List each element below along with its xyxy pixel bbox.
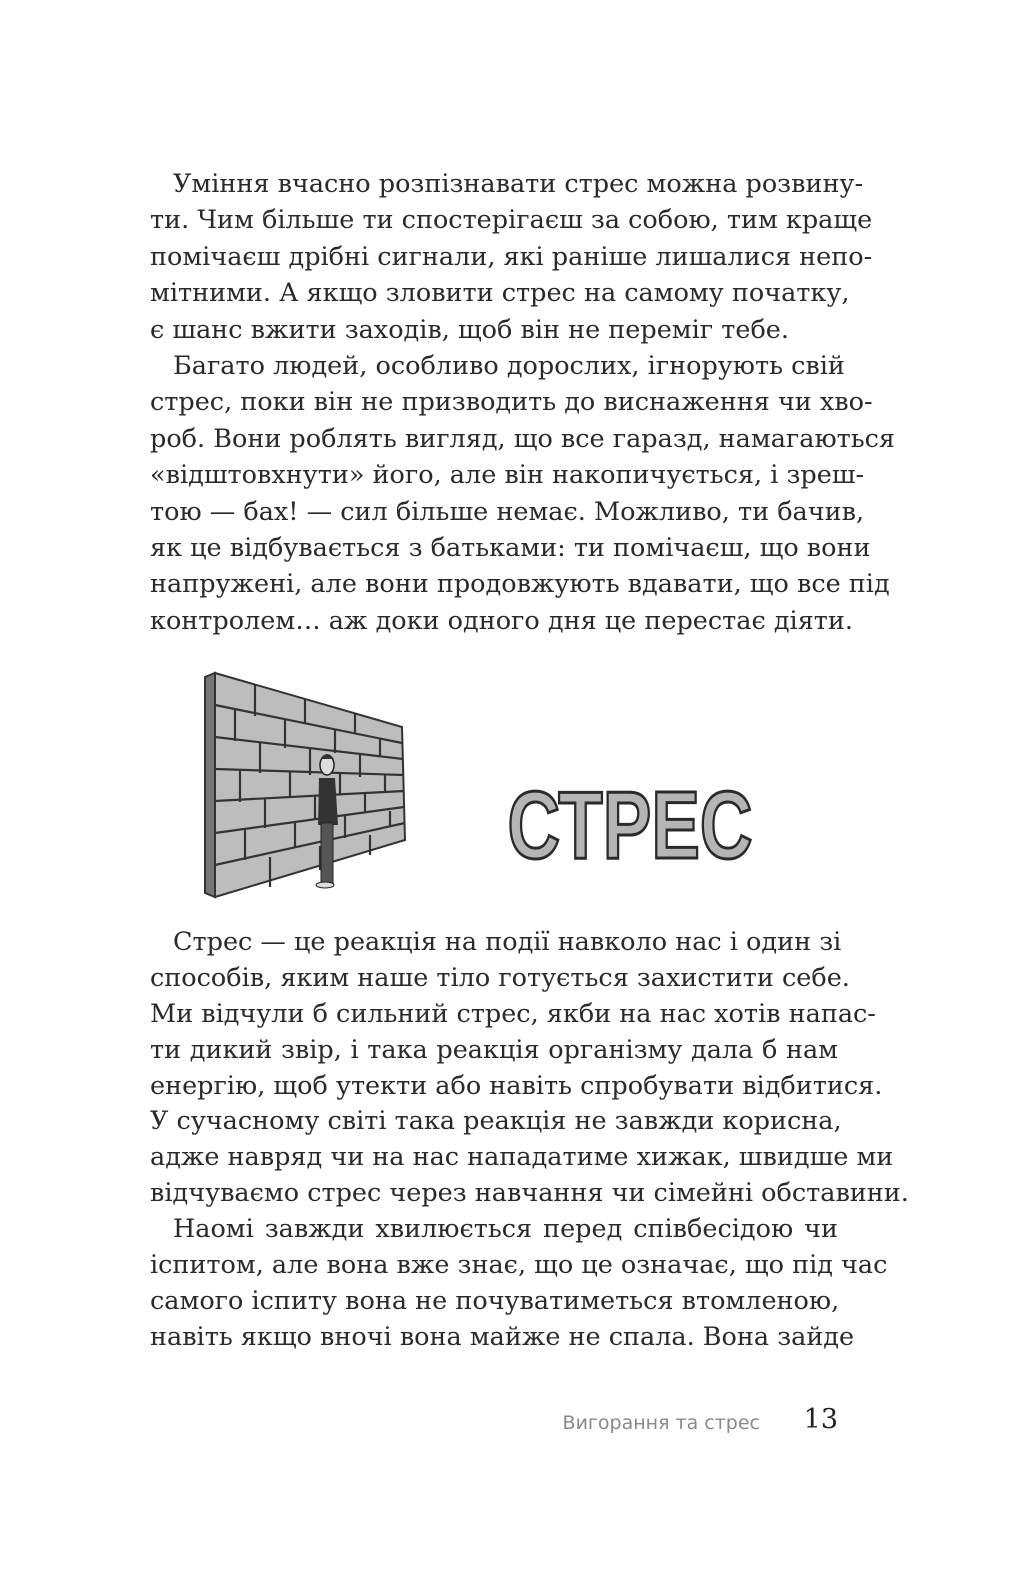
text-line: Багато людей, особливо дорослих, ігнорують свій bbox=[173, 350, 845, 381]
paragraph bbox=[150, 166, 873, 348]
text-line: ти. Чим більше ти спостерігаєш за собою, тим краще bbox=[150, 205, 873, 236]
text-block-bottom bbox=[150, 925, 909, 1356]
text-line: іспитом, але вона вже знає, що це означає, що під час bbox=[150, 1250, 888, 1281]
text-line: тою — бах! — сил більше немає. Можливо, ти бачив, bbox=[150, 496, 865, 527]
running-title: Вигорання та стрес bbox=[562, 1412, 760, 1434]
text-line: помічаєш дрібні сигнали, які раніше лишалися непо- bbox=[150, 241, 873, 272]
text-line: як це відбувається з батьками: ти помічаєш, що вони bbox=[150, 532, 871, 563]
text-line: У сучасному світі така реакція не завжди корисна, bbox=[150, 1106, 842, 1137]
paragraph bbox=[150, 925, 909, 1212]
stress-title-text: СТРЕС bbox=[507, 772, 753, 879]
text-block-top bbox=[150, 166, 896, 639]
text-line: Стрес — це реакція на події навколо нас і один зі bbox=[173, 927, 842, 957]
text-line: Уміння вчасно розпізнавати стрес можна розвину- bbox=[173, 169, 864, 199]
stress-wall-illustration bbox=[195, 665, 795, 905]
text-line: напружені, але вони продовжують вдавати, що все під bbox=[150, 569, 890, 600]
text-line: мітними. А якщо зловити стрес на самому початку, bbox=[150, 278, 850, 309]
text-line: «відштовхнути» його, але він накопичується, і зреш- bbox=[150, 460, 865, 491]
text-line: Ми відчули б сильний стрес, якби на нас хотів напас- bbox=[150, 998, 876, 1029]
text-line: самого іспиту вона не почуватиметься втомленою, bbox=[150, 1285, 840, 1316]
page-footer bbox=[0, 1404, 838, 1440]
paragraph bbox=[150, 348, 896, 639]
text-line: способів, яким наше тіло готується захистити себе. bbox=[150, 962, 850, 993]
text-line: є шанс вжити заходів, щоб він не переміг тебе. bbox=[150, 314, 789, 345]
text-line: контролем… аж доки одного дня це перестає діяти. bbox=[150, 605, 853, 636]
page-number: 13 bbox=[803, 1404, 838, 1435]
text-line: ти дикий звір, і така реакція організму дала б нам bbox=[150, 1034, 838, 1065]
text-line: навіть якщо вночі вона майже не спала. Вона зайде bbox=[150, 1321, 855, 1352]
text-line: роб. Вони роблять вигляд, що все гаразд, намагаються bbox=[150, 423, 896, 454]
text-line: стрес, поки він не призводить до виснаження чи хво- bbox=[150, 387, 873, 418]
brick-wall-image bbox=[205, 673, 405, 897]
text-line: відчуваємо стрес через навчання чи сімейні обставини. bbox=[150, 1178, 909, 1209]
text-line: Наомі завжди хвилюється перед співбесідою чи bbox=[173, 1214, 838, 1245]
text-line: енергію, щоб утекти або навіть спробувати відбитися. bbox=[150, 1070, 883, 1101]
paragraph bbox=[150, 1212, 888, 1356]
text-line: адже навряд чи на нас нападатиме хижак, швидше ми bbox=[150, 1142, 894, 1173]
